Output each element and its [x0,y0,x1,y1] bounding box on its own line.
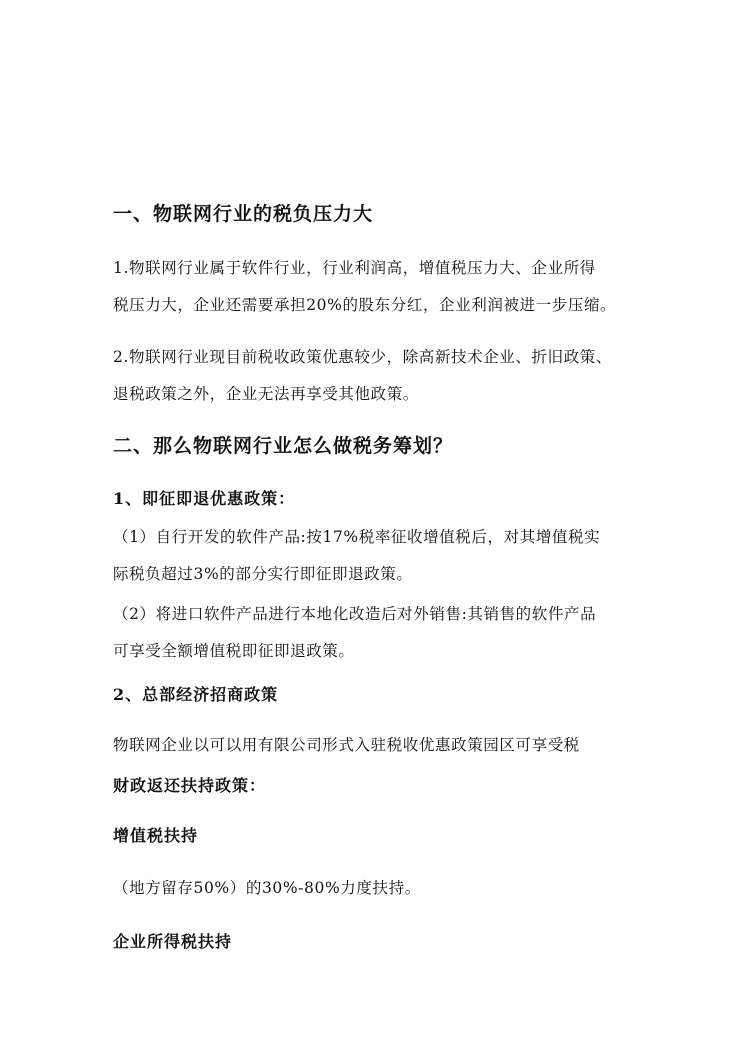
subsection1-item1-line2: 际税负超过3%的部分实行即征即退政策。 [113,565,413,583]
subsection2-heading: 2、总部经济招商政策 [113,685,279,704]
section1-heading: 一、物联网行业的税负压力大 [113,203,374,225]
vat-support-body: （地方留存50%）的30%-80%力度扶持。 [113,879,421,897]
vat-support-heading: 增值税扶持 [113,826,199,845]
subsection1-item2-line1: （2）将进口软件产品进行本地化改造后对外销售:其销售的软件产品 [113,605,597,623]
section1-paragraph1-line1: 1.物联网行业属于软件行业，行业利润高，增值税压力大、企业所得 [113,259,596,277]
section2-heading: 二、那么物联网行业怎么做税务筹划？ [113,435,454,457]
subsection2-body-line1: 物联网企业以可以用有限公司形式入驻税收优惠政策园区可享受税 [113,736,580,754]
section1-paragraph1-line2: 税压力大，企业还需要承担20%的股东分红，企业利润被进一步压缩。 [113,296,617,314]
subsection1-item2-line2: 可享受全额增值税即征即退政策。 [113,642,355,660]
subsection1-heading: 1、即征即退优惠政策： [113,489,296,508]
subsection1-item1-line1: （1）自行开发的软件产品:按17%税率征收增值税后，对其增值税实 [113,528,601,546]
cit-support-heading: 企业所得税扶持 [113,932,233,951]
section1-paragraph2-line1: 2.物联网行业现目前税收政策优惠较少，除高新技术企业、折旧政策、 [113,348,612,366]
subsection2-body-line2: 财政返还扶持政策： [113,776,267,795]
section1-paragraph2-line2: 退税政策之外，企业无法再享受其他政策。 [113,385,419,403]
